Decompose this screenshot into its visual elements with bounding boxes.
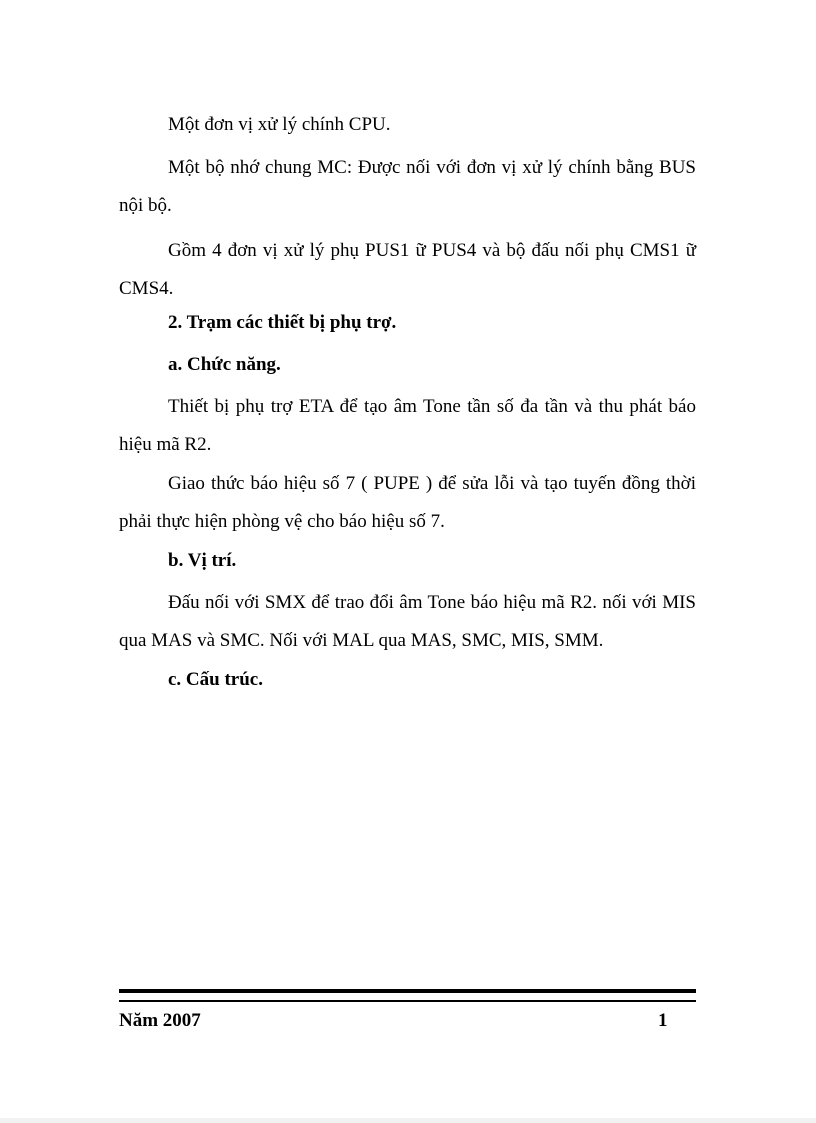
paragraph-eta: Thiết bị phụ trợ ETA để tạo âm Tone tần số đa tần và thu phát báo hiệu mã R2. (119, 396, 696, 455)
footer-year: Năm 2007 (119, 1010, 201, 1031)
paragraph-connection: Đấu nối với SMX để trao đổi âm Tone báo hiệu mã R2. nối với MIS qua MAS và SMC. Nối với MAL qua MAS, SMC, MIS, SMM. (119, 592, 696, 651)
footer-page-number: 1 (658, 1010, 668, 1031)
footer-rule-thin (119, 1000, 696, 1002)
heading-structure: c. Cấu trúc. (168, 669, 263, 690)
heading-position: b. Vị trí. (168, 550, 237, 571)
heading-section-2: 2. Trạm các thiết bị phụ trợ. (168, 312, 397, 333)
heading-function: a. Chức năng. (168, 354, 281, 375)
paragraph-processors: Gồm 4 đơn vị xử lý phụ PUS1 ữ PUS4 và bộ đấu nối phụ CMS1 ữ CMS4. (119, 240, 696, 299)
paragraph-memory: Một bộ nhớ chung MC: Được nối với đơn vị xử lý chính bằng BUS nội bộ. (119, 157, 696, 216)
page-bottom-edge (0, 1118, 816, 1123)
paragraph-cpu: Một đơn vị xử lý chính CPU. (168, 114, 391, 135)
footer-rule-thick (119, 989, 696, 993)
paragraph-protocol: Giao thức báo hiệu số 7 ( PUPE ) để sửa lỗi và tạo tuyến đồng thời phải thực hiện phòng vệ cho báo hiệu số 7. (119, 473, 696, 532)
